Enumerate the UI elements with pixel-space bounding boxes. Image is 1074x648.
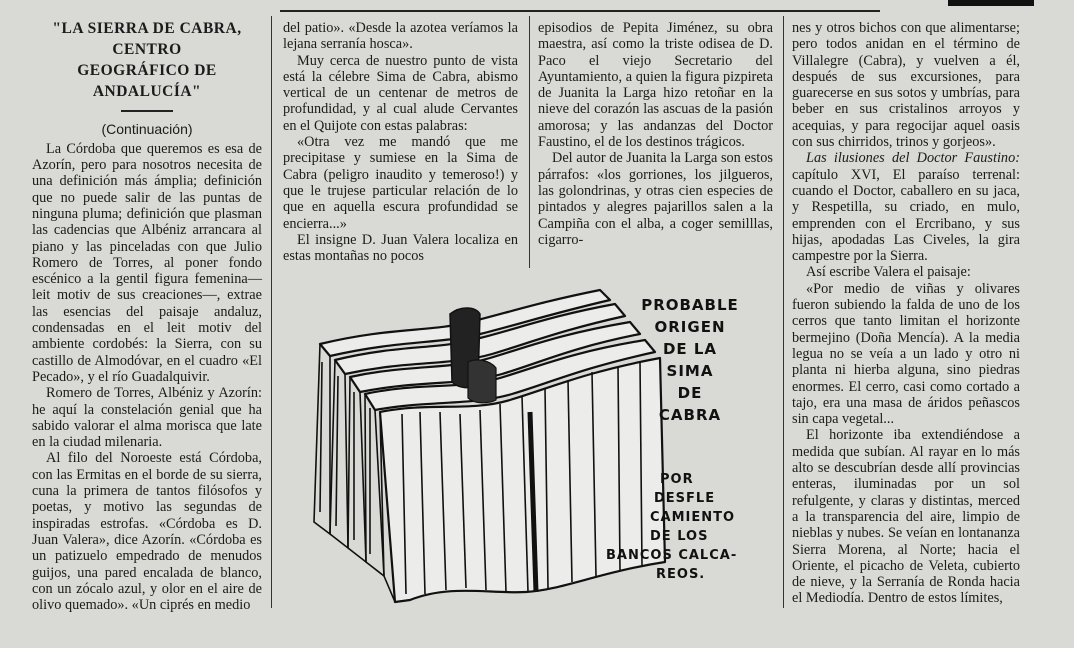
article-headline <box>32 18 262 102</box>
paragraph: «Por medio de viñas y olivares fueron subiendo la falda de uno de los cerros que tanto limitan el horizonte bermejino (Doña Mencía). A la media legua no se veía a un lado y otro ni planta ni hierba alguna, sino piedras enormes. El cerro, casi como cortado a tajo, era una masa de áridos peñascos sin capa vegetal... <box>792 280 1020 428</box>
paragraph: Romero de Torres, Albéniz y Azorín: he aquí la constelación genial que ha sabido valorar el alma morisca que late en la ciudad milenaria. <box>32 385 262 451</box>
caption-line: PROBABLE <box>641 296 739 314</box>
paragraph: Así escribe Valera el paisaje: <box>806 264 971 281</box>
paragraph: El insigne D. Juan Valera localiza en estas montañas no pocos <box>283 231 518 265</box>
caption-line: DESFLE <box>654 491 716 506</box>
caption-line: SIMA <box>666 362 714 380</box>
paragraph: Del autor de Juanita la Larga son estos párrafos: «los gorriones, los jilgueros, las golondrinas, y otras cien especies de pintados y alegres pajarillos salen a la Campiña con el alba, a coger semilllas, cigarro- <box>538 150 773 248</box>
column-2 <box>283 20 518 264</box>
column-rule-3 <box>783 16 784 608</box>
caption-line: DE LOS <box>650 529 709 544</box>
caption-line: POR <box>660 472 694 487</box>
paragraph: «Otra vez me mandó que me precipitase y sumiese en la Sima de Cabra (peligro inaudito y temeroso!) y que le trujese particular relación de lo que en aquella escura profundidad se encierra...» <box>283 134 518 232</box>
headline-line-1: "LA SIERRA DE CABRA, CENTRO <box>52 20 242 58</box>
paragraph: Al filo del Noroeste está Córdoba, con las Ermitas en el borde de su sierra, cuna la primera de tantos filósofos y poetas, y motivo las segundas de inspiradas estrofas. «Córdoba es D. Juan Valera», dice Azorín. «Córdoba es un patizuelo empedrado de menudos guijos, una pared encalada de blanco, con un zócalo azul, y olor en el aire de olivo quemado». «Un ciprés en medio <box>32 450 262 614</box>
subhead-continuacion: (Continuación) <box>101 120 193 137</box>
paragraph: del patio». «Desde la azotea veríamos la lejana serranía hosca». <box>283 20 518 53</box>
top-black-block <box>948 0 1034 6</box>
paragraph: Muy cerca de nuestro punto de vista está la célebre Sima de Cabra, abismo vertical de un centenar de metros de profundidad, y al cual alude Cervantes en el Quijote con estas palabras: <box>283 52 518 134</box>
paragraph: La Córdoba que queremos es esa de Azorín, pero para nosotros necesita de una definición más ámplia; definición que no puede salir de las puntas de ninguna pluma; definición que plasman las cadencias que Albéniz arrancara al piano y las pinceladas con que Julio Romero de Torres, al poner fondo escénico a la gentil figura femenina—leit motiv de sus creaciones—, extrae las esencias del paisaje andaluz, condensadas en el leit motiv del ambiente cordobés: la Sierra, con su castillo de Almodóvar, en el cuadro «El Pecado», y el río Guadalquivir. <box>32 140 262 385</box>
paragraph-text: capítulo XVI, El paraíso terrenal: cuando el Doctor, caballero en su jaca, y Respetilla, su criado, en mulo, emprenden con el Ercribano, y sus hijas, apodadas Las Civeles, la gira campestre por la Sierra. <box>792 166 1020 265</box>
paragraph: El horizonte iba extendiéndose a medida que subían. Al rayar en lo más alto se descubrían desde allí provincias enteras, iluminadas por un sol refulgente, y claras y distintas, merced a la transparencia del aire, limpio de nieblas y nubes. Se veían en lontananza Sierra Morena, al Norte; hacia el Oriente, el picacho de Veleta, cubierto de nieve, y la Serranía de Ronda hacia el Mediodía. Dentro de estos límites, <box>792 427 1020 607</box>
book-title-italic: Las ilusiones del Doctor Faustino: <box>806 150 1020 167</box>
column-1 <box>32 14 262 613</box>
caption-line: CABRA <box>658 406 722 424</box>
caption-line: BANCOS CALCA- <box>606 548 738 563</box>
caption-line: ORIGEN <box>654 318 726 336</box>
column-rule-2 <box>529 16 530 268</box>
illustration-subcaption <box>606 470 756 584</box>
caption-line: REOS. <box>656 567 706 582</box>
column-rule-1 <box>271 16 272 608</box>
headline-divider <box>121 110 173 112</box>
column-4 <box>792 20 1020 607</box>
column-3 <box>538 20 773 248</box>
caption-line: DE <box>677 384 703 402</box>
headline-line-2: GEOGRÁFICO DE ANDALUCÍA" <box>77 62 217 100</box>
caption-line: CAMIENTO <box>650 510 736 525</box>
illustration-caption <box>640 294 740 426</box>
caption-line: DE LA <box>662 340 718 358</box>
top-rule <box>280 0 880 12</box>
paragraph: episodios de Pepita Jiménez, su obra maestra, así como la triste odisea de D. Paco el viejo Secretario del Ayuntamiento, a quien la figura pizpireta de Juanita la Larga hizo retoñar en la nieve del corazón las ascuas de la pasión amorosa; y las andanzas del Doctor Faustino, el de los destinos trágicos. <box>538 20 773 151</box>
paragraph: nes y otros bichos con que alimentarse; pero todos anidan en el término de Villalegre (Cabra), y vuelven a él, después de sus excursiones, para guarecerse en sus sotos y umbrías, para beber en sus cristalinos arroyos y acequias, y para regocijar aquel oasis con sus chirridos, trinos y gorjeos». <box>792 20 1020 151</box>
